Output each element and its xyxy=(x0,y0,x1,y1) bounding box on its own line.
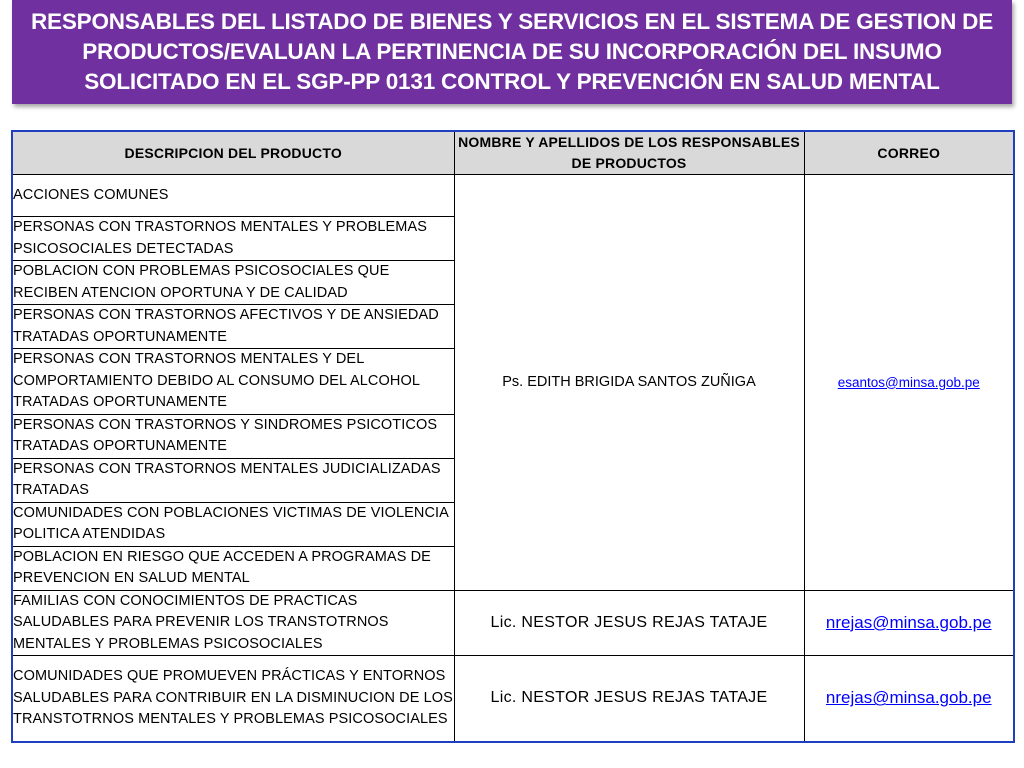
header-correo: CORREO xyxy=(804,131,1014,175)
table-row xyxy=(12,590,1014,656)
responsible-email-cell xyxy=(804,175,1014,591)
responsables-table xyxy=(11,130,1015,743)
product-description: PERSONAS CON TRASTORNOS Y SINDROMES PSICOTICOS TRATADAS OPORTUNAMENTE xyxy=(12,414,454,458)
product-description: FAMILIAS CON CONOCIMIENTOS DE PRACTICAS SALUDABLES PARA PREVENIR LOS TRANSTOTRNOS MENTALES Y PROBLEMAS PSICOSOCIALES xyxy=(12,590,454,656)
product-description: COMUNIDADES QUE PROMUEVEN PRÁCTICAS Y ENTORNOS SALUDABLES PARA CONTRIBUIR EN LA DISMINUCION DE LOS TRANSTOTRNOS MENTALES Y PROBLEMAS PSICOSOCIALES xyxy=(12,656,454,742)
table-row xyxy=(12,656,1014,742)
responsible-email-cell xyxy=(804,590,1014,656)
email-link[interactable]: esantos@minsa.gob.pe xyxy=(837,374,980,390)
product-description: POBLACION EN RIESGO QUE ACCEDEN A PROGRAMAS DE PREVENCION EN SALUD MENTAL xyxy=(12,546,454,590)
product-description: ACCIONES COMUNES xyxy=(12,175,454,217)
header-nombre: NOMBRE Y APELLIDOS DE LOS RESPONSABLES DE PRODUCTOS xyxy=(454,131,804,175)
product-description: PERSONAS CON TRASTORNOS AFECTIVOS Y DE ANSIEDAD TRATADAS OPORTUNAMENTE xyxy=(12,305,454,349)
table-row xyxy=(12,175,1014,217)
responsible-email-cell xyxy=(804,656,1014,742)
product-description: PERSONAS CON TRASTORNOS MENTALES Y DEL COMPORTAMIENTO DEBIDO AL CONSUMO DEL ALCOHOL TRATADAS OPORTUNAMENTE xyxy=(12,349,454,415)
email-link[interactable]: nrejas@minsa.gob.pe xyxy=(825,612,992,632)
table-header-row xyxy=(12,131,1014,175)
product-description: PERSONAS CON TRASTORNOS MENTALES Y PROBLEMAS PSICOSOCIALES DETECTADAS xyxy=(12,217,454,261)
product-description: COMUNIDADES CON POBLACIONES VICTIMAS DE VIOLENCIA POLITICA ATENDIDAS xyxy=(12,502,454,546)
slide-title: RESPONSABLES DEL LISTADO DE BIENES Y SERVICIOS EN EL SISTEMA DE GESTION DE PRODUCTOS/EVALUAN LA PERTINENCIA DE SU INCORPORACIÓN DEL INSUMO SOLICITADO EN EL SGP-PP 0131 CONTROL Y PREVENCIÓN EN SALUD MENTAL xyxy=(30,9,994,94)
email-link[interactable]: nrejas@minsa.gob.pe xyxy=(825,688,992,708)
header-descripcion: DESCRIPCION DEL PRODUCTO xyxy=(12,131,454,175)
responsible-name: Lic. NESTOR JESUS REJAS TATAJE xyxy=(454,590,804,656)
title-banner xyxy=(12,0,1012,104)
responsible-name: Lic. NESTOR JESUS REJAS TATAJE xyxy=(454,656,804,742)
product-description: PERSONAS CON TRASTORNOS MENTALES JUDICIALIZADAS TRATADAS xyxy=(12,458,454,502)
responsible-name: Ps. EDITH BRIGIDA SANTOS ZUÑIGA xyxy=(454,175,804,591)
product-description: POBLACION CON PROBLEMAS PSICOSOCIALES QUE RECIBEN ATENCION OPORTUNA Y DE CALIDAD xyxy=(12,261,454,305)
